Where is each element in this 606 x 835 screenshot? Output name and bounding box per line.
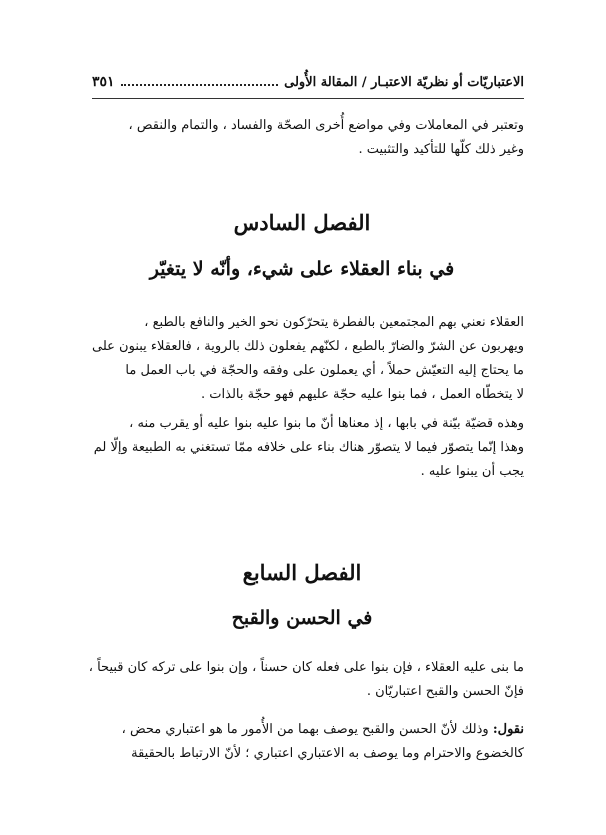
running-header xyxy=(92,70,524,94)
section7-paragraph-1 xyxy=(80,656,524,704)
text-line: العقلاء نعني بهم المجتمعين بالفطرة يتحرّكون نحو الخير والنافع بالطبع ، xyxy=(144,315,524,330)
text-line-rest: وذلك لأنّ الحسن والقبح يوصف بهما من الأُمور ما هو اعتباري محض ، xyxy=(121,722,493,737)
chapter-heading-6: الفصل السادس xyxy=(233,210,371,235)
header-rule xyxy=(92,98,524,99)
header-dot-leader xyxy=(121,84,279,86)
text-line: كالخضوع والاحترام وما يوصف به الاعتباري اعتباري ؛ لأنّ الارتباط بالحقيقة xyxy=(131,746,524,761)
section7-paragraph-2 xyxy=(80,718,524,766)
text-line: ما يحتاج إليه التعيّش حملاً ، أي يعملون على وفقه والحجّة في باب العمل ما xyxy=(125,363,524,378)
text-line: وهذا إنّما يتصوّر فيما لا يتصوّر هناك بناء على خلافه ممّا تستغني به الطبيعة وإلّا لم xyxy=(93,440,524,455)
text-line: فإنّ الحسن والقبح اعتباريّان . xyxy=(366,684,524,699)
text-line: ويهربون عن الشرّ والضارّ بالطبع ، لكنّهم يفعلون ذلك بالروية ، فالعقلاء يبنون على xyxy=(92,339,524,354)
text-line: ما بنى عليه العقلاء ، فإن بنوا على فعله كان حسناً ، وإن بنوا على تركه كان قبيحاً ، xyxy=(88,660,524,675)
text-line: وهذه قضيّة بيّنة في بابها ، إذ معناها أنّ ما بنوا عليه بنوا عليه أو يقرب منه ، xyxy=(129,416,524,431)
text-line xyxy=(80,718,524,742)
page-number: ٣٥١ xyxy=(92,74,115,90)
intro-paragraph xyxy=(80,114,524,162)
text-line: وتعتبر في المعاملات وفي مواضع أُخرى الصحّة والفساد ، والتمام والنقص ، xyxy=(128,118,524,133)
text-line: وغير ذلك كلّها للتأكيد والتثبيت . xyxy=(358,142,524,157)
chapter-heading-7: الفصل السابع xyxy=(242,560,362,585)
chapter-subheading-7: في الحسن والقبح xyxy=(231,607,373,629)
section6-paragraph-2 xyxy=(80,412,524,484)
chapter-subheading-6: في بناء العقلاء على شيء، وأنّه لا يتغيّر xyxy=(149,258,455,280)
text-line: لا يتخطّاه العمل ، فما بنوا عليه حجّة عليهم فهو حجّة بالذات . xyxy=(201,387,524,402)
header-title: الاعتباريّات أو نظريّة الاعتبـار / المقالة الأُولى xyxy=(284,74,524,90)
text-line: يجب أن يبنوا عليه . xyxy=(420,464,524,479)
section6-paragraph-1 xyxy=(80,311,524,407)
lead-word: نقول: xyxy=(492,722,524,737)
